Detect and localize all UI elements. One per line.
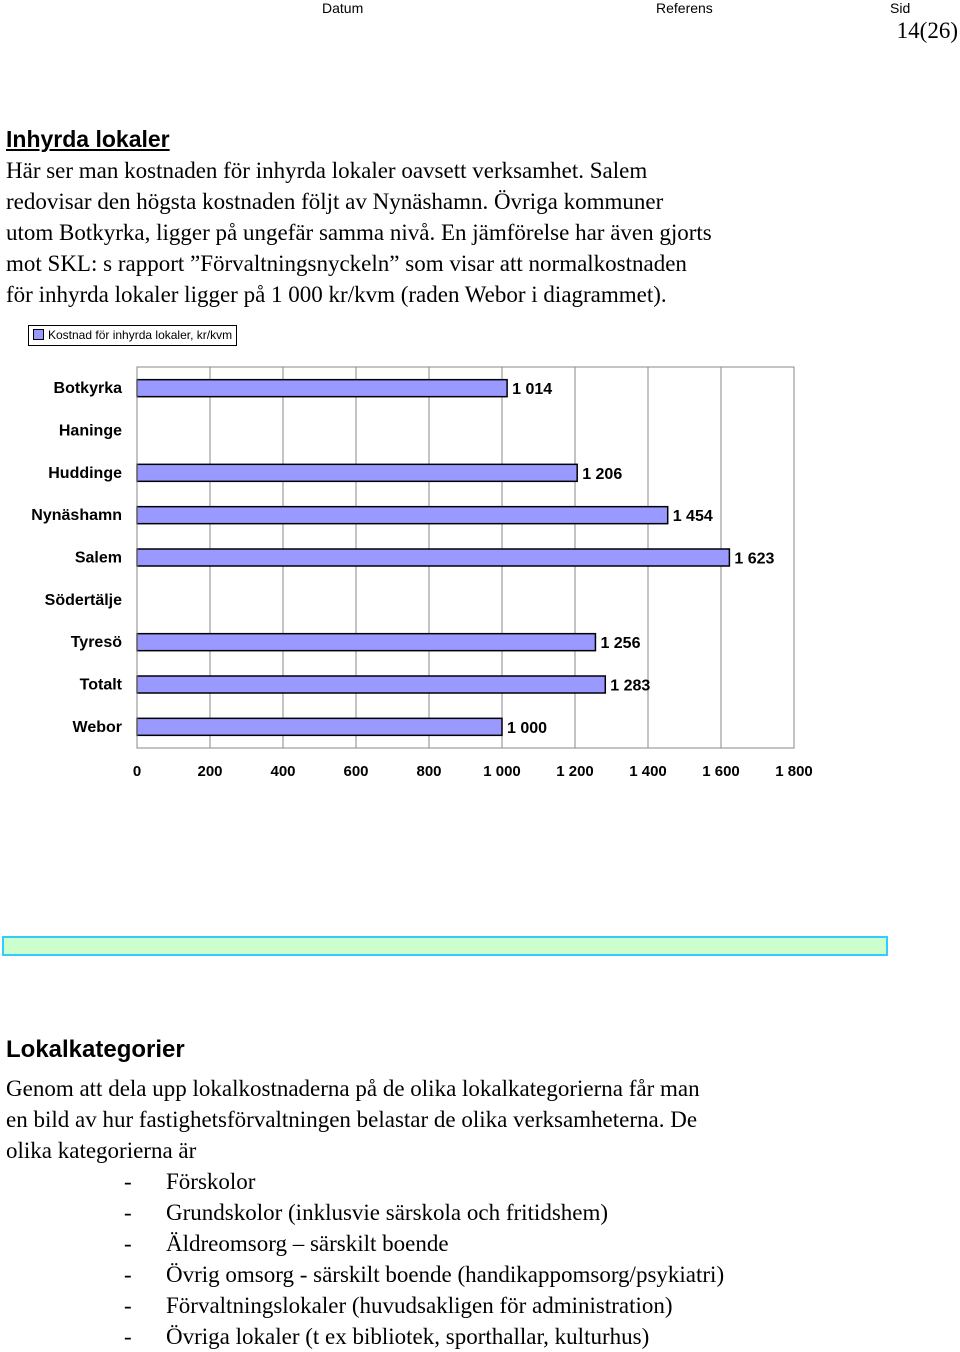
x-tick-label: 1 600: [702, 763, 740, 780]
data-label: 1 623: [734, 550, 775, 568]
bar: [137, 718, 502, 735]
paragraph-line: olika kategorierna är: [6, 1138, 197, 1163]
paragraph-line: utom Botkyrka, ligger på ungefär samma nivå. En jämförelse har även gjorts: [6, 220, 712, 245]
x-tick-label: 200: [197, 763, 223, 780]
list-item-text: Äldreomsorg – särskilt boende: [166, 1231, 449, 1256]
section-title-inhyrda-lokaler: Inhyrda lokaler: [6, 126, 170, 152]
bar: [137, 549, 729, 566]
section2-paragraph: [6, 1073, 956, 1166]
page-number: 14(26): [896, 18, 958, 43]
category-list: [120, 1166, 724, 1352]
category-label: Botkyrka: [53, 380, 122, 398]
list-marker: -: [124, 1324, 132, 1349]
header-sid: Sid: [890, 0, 911, 16]
bar: [137, 380, 507, 397]
list-item: [120, 1166, 724, 1197]
x-tick-label: 400: [270, 763, 296, 780]
category-label: Södertälje: [44, 591, 122, 609]
x-tick-label: 1 800: [775, 763, 813, 780]
paragraph-line: Genom att dela upp lokalkostnaderna på de olika lokalkategorierna får man: [6, 1076, 700, 1101]
data-label: 1 206: [582, 465, 623, 483]
category-label: Haninge: [58, 422, 122, 440]
list-marker: -: [124, 1293, 132, 1318]
paragraph-line: mot SKL: s rapport ”Förvaltningsnyckeln” som visar att normalkostnaden: [6, 251, 687, 276]
list-item-text: Övriga lokaler (t ex bibliotek, sporthallar, kulturhus): [166, 1324, 650, 1349]
data-label: 1 454: [672, 508, 713, 526]
data-label: 1 014: [512, 381, 553, 399]
section1-paragraph: [6, 155, 956, 310]
list-item: [120, 1321, 724, 1352]
category-label: Nynäshamn: [31, 507, 122, 525]
category-label: Totalt: [79, 676, 122, 694]
x-tick-label: 600: [343, 763, 369, 780]
bar-chart: [0, 360, 830, 790]
legend-label: Kostnad för inhyrda lokaler, kr/kvm: [48, 328, 233, 342]
paragraph-line: en bild av hur fastighetsförvaltningen belastar de olika verksamheterna. De: [6, 1107, 698, 1132]
list-marker: -: [124, 1200, 132, 1225]
list-item: [120, 1197, 724, 1228]
bar: [137, 464, 577, 481]
list-item-text: Förvaltningslokaler (huvudsakligen för administration): [166, 1293, 673, 1318]
x-tick-label: 1 000: [483, 763, 521, 780]
paragraph-line: för inhyrda lokaler ligger på 1 000 kr/kvm (raden Webor i diagrammet).: [6, 282, 667, 307]
highlight-strip: [2, 936, 888, 956]
legend-swatch: [33, 329, 44, 340]
list-item: [120, 1228, 724, 1259]
bar: [137, 676, 605, 693]
category-label: Tyresö: [70, 634, 122, 652]
list-item-text: Grundskolor (inklusvie särskola och fritidshem): [166, 1200, 609, 1225]
x-tick-label: 1 200: [556, 763, 594, 780]
category-label: Webor: [72, 718, 122, 736]
x-tick-label: 0: [132, 763, 142, 780]
data-label: 1 000: [507, 719, 548, 737]
x-tick-label: 800: [416, 763, 442, 780]
list-marker: -: [124, 1169, 132, 1194]
bar: [137, 507, 668, 524]
header-datum: Datum: [322, 0, 364, 16]
bar: [137, 634, 595, 651]
chart-legend: [28, 325, 237, 346]
list-marker: -: [124, 1262, 132, 1287]
category-label: Huddinge: [48, 464, 122, 482]
paragraph-line: redovisar den högsta kostnaden följt av Nynäshamn. Övriga kommuner: [6, 189, 664, 214]
paragraph-line: Här ser man kostnaden för inhyrda lokaler oavsett verksamhet. Salem: [6, 158, 648, 183]
list-item: [120, 1259, 724, 1290]
data-label: 1 283: [610, 677, 651, 695]
category-label: Salem: [74, 549, 122, 567]
list-item-text: Övrig omsorg - särskilt boende (handikappomsorg/psykiatri): [166, 1262, 725, 1287]
list-marker: -: [124, 1231, 132, 1256]
data-label: 1 256: [600, 635, 641, 653]
section-title-lokalkategorier: Lokalkategorier: [6, 1036, 185, 1063]
list-item-text: Förskolor: [166, 1169, 256, 1194]
header-referens: Referens: [656, 0, 713, 16]
x-tick-label: 1 400: [629, 763, 667, 780]
list-item: [120, 1290, 724, 1321]
